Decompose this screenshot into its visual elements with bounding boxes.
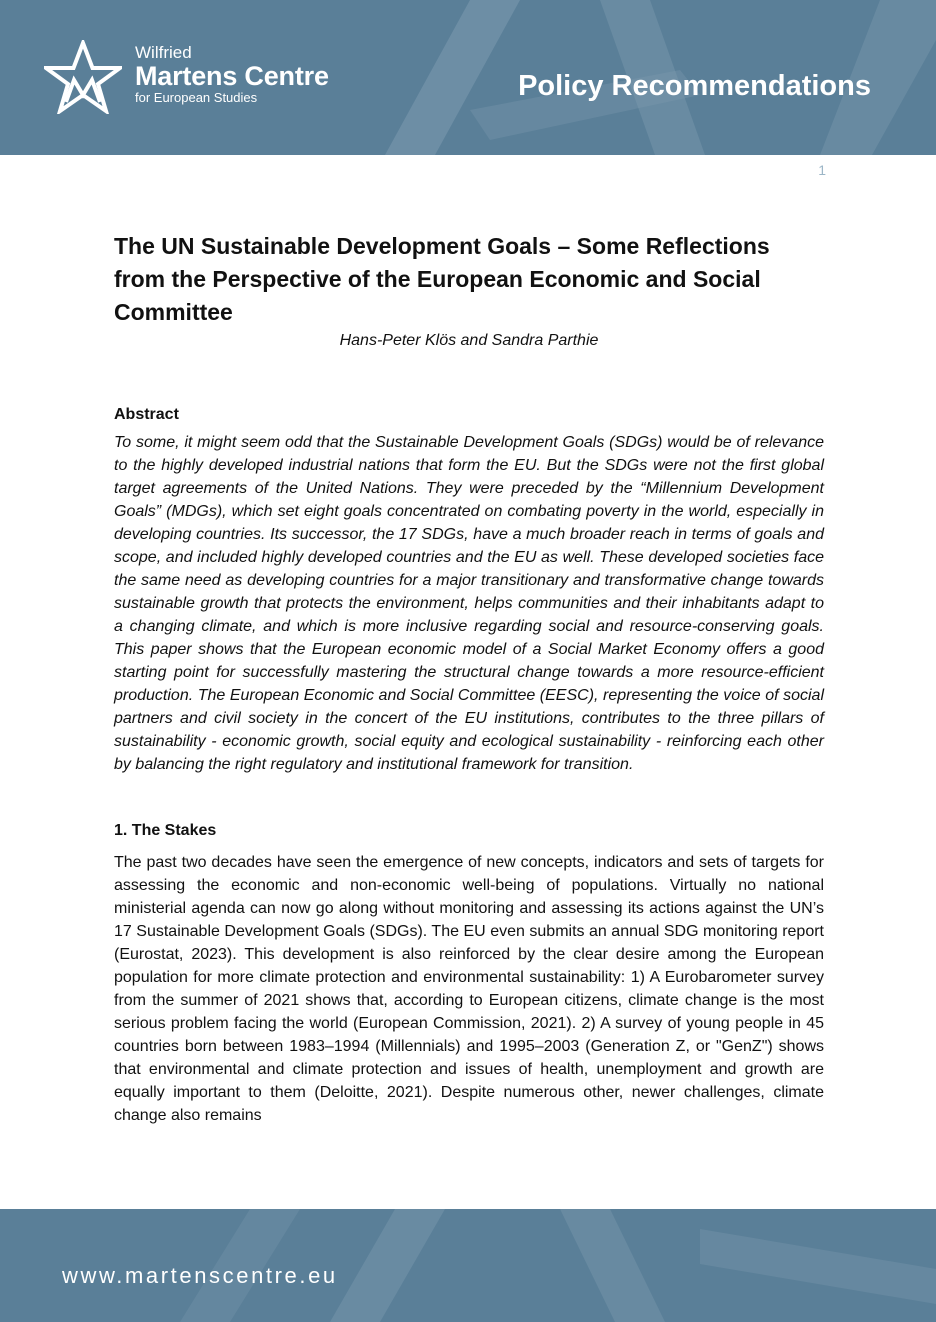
abstract-text: To some, it might seem odd that the Sustainable Development Goals (SDGs) would be of relevance to the highly developed industrial nations that form the EU. But the SDGs were not the first global target agreements of the United Nations. They were preceded by the “Millennium Development Goals” (MDGs), which set eight goals concentrated on combating poverty in the world, especially in developing countries. Its successor, the 17 SDGs, have a much broader reach in terms of goals and scope, and included highly developed countries and the EU as well. These developed societies face the same need as developing countries for a major transitionary and transformative change towards sustainable growth that protects the environment, helps communities and their inhabitants adapt to a changing climate, and which is more inclusive regarding social and resource-conserving goals. This paper shows that the European economic model of a Social Market Economy offers a good starting point for successfully mastering the structural change towards a more resource-efficient production. The European Economic and Social Committee (EESC), representing the voice of social partners and civil society in the concert of the EU institutions, contributes to the three pillars of sustainability - economic growth, social equity and ecological sustainability - reinforcing each other by balancing the right regulatory and institutional framework for transition. — [114, 434, 824, 773]
logo-line-wilfried: Wilfried — [135, 43, 192, 62]
header-banner — [0, 0, 936, 155]
star-icon — [44, 40, 122, 114]
website-link[interactable]: www.martenscentre.eu — [62, 1263, 338, 1288]
logo[interactable] — [135, 44, 329, 106]
series-label: Policy Recommendations — [518, 70, 871, 102]
document-title: The UN Sustainable Development Goals – Some Reflections from the Perspective of the European Economic and Social Committee — [114, 233, 770, 325]
logo-line-subtitle: for European Studies — [135, 90, 258, 105]
document-body — [114, 230, 824, 1127]
authors: Hans-Peter Klös and Sandra Parthie — [339, 332, 599, 349]
section-paragraph: The past two decades have seen the emergence of new concepts, indicators and sets of targets for assessing the economic and non-economic well-being of populations. Virtually no national ministerial agenda can now go along without monitoring and assessing its actions against the UN’s 17 Sustainable Development Goals (SDGs). The EU even submits an annual SDG monitoring report (Eurostat, 2023). This development is also reinforced by the clear desire among the European population for more climate protection and environmental sustainability: 1) A Eurobarometer survey from the summer of 2021 shows that, according to European citizens, climate change is the most serious problem facing the world (European Commission, 2021). 2) A survey of young people in 45 countries born between 1983–1994 (Millennials) and 1995–2003 (Generation Z, or "GenZ") shows that environmental and climate protection and issues of health, unemployment and growth are equally important to them (Deloitte, 2021). Despite numerous other, newer challenges, climate change also remains — [114, 854, 824, 1124]
footer-banner — [0, 1209, 936, 1322]
page-number: 1 — [818, 162, 826, 178]
abstract-heading: Abstract — [114, 406, 179, 423]
section-heading: 1. The Stakes — [114, 822, 217, 839]
logo-line-martens-centre: Martens Centre — [135, 61, 329, 91]
